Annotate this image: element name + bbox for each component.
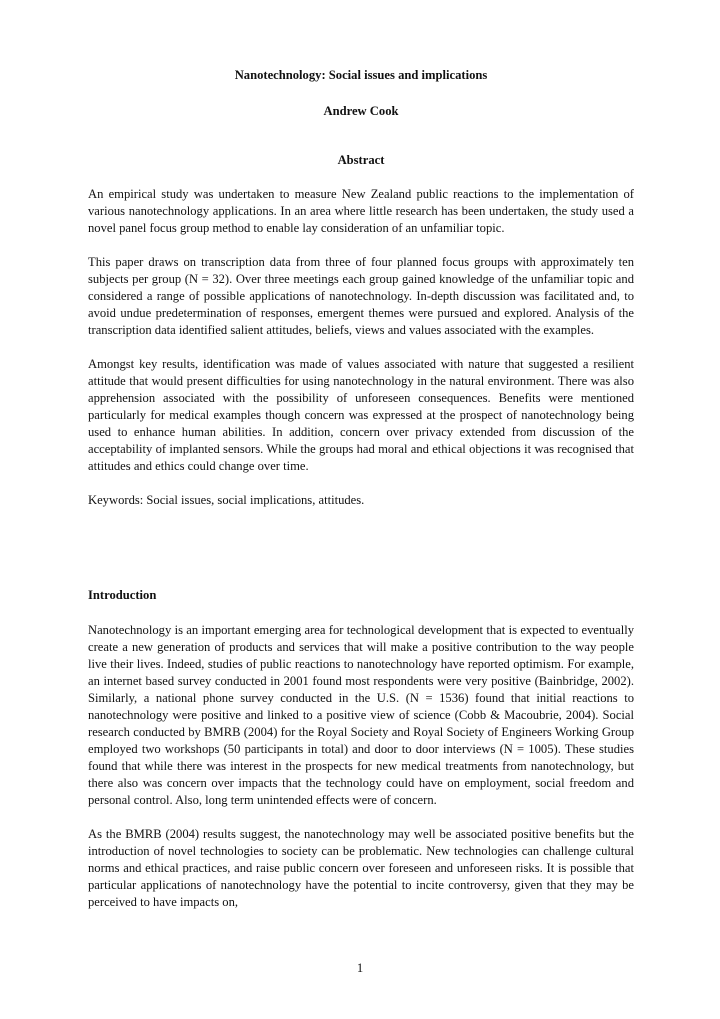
abstract-paragraph: This paper draws on transcription data from three of four planned focus groups with approximately ten subjects per group (N = 32). Over three meetings each group gained knowledge of the unfamiliar topic and considered a range of possible applications of nanotechnology. In-depth discussion was facilitated and, to avoid undue predetermination of responses, emergent themes were pursued and explored. Analysis of the transcription data identified salient attitudes, beliefs, views and values associated with the examples. [88,255,634,337]
abstract-section [88,186,634,526]
abstract-paragraph: An empirical study was undertaken to measure New Zealand public reactions to the implementation of various nanotechnology applications. In an area where little research has been undertaken, the study used a novel panel focus group method to enable lay consideration of an unfamiliar topic. [88,187,634,235]
abstract-paragraph: Amongst key results, identification was made of values associated with nature that suggested a resilient attitude that would present difficulties for using nanotechnology in the natural environment. There was also apprehension associated with the possibility of unforeseen consequences. Benefits were mentioned particularly for medical examples though concern was expressed at the prospect of nanotechnology being used to enhance human abilities. In addition, concern over privacy extended from discussion of the acceptability of implanted sensors. While the groups had moral and ethical objections it was recognised that attitudes and ethics could change over time. [88,357,634,473]
abstract-heading: Abstract [337,153,385,167]
keywords-line: Keywords: Social issues, social implications, attitudes. [88,493,365,507]
introduction-heading: Introduction [88,588,157,602]
introduction-paragraph: Nanotechnology is an important emerging area for technological development that is expected to eventually create a new generation of products and services that will make a positive contribution to the way people live their lives. Indeed, studies of public reactions to nanotechnology have reported optimism. For example, an internet based survey conducted in 2001 found most respondents were very positive (Bainbridge, 2002). Similarly, a national phone survey conducted in the U.S. (N = 1536) found that initial reactions to nanotechnology were positive and linked to a positive view of science (Cobb & Macoubrie, 2004). Social research conducted by BMRB (2004) for the Royal Society and Royal Society of Engineers Working Group employed two workshops (50 participants in total) and door to door interviews (N = 1005). These studies found that while there was interest in the prospects for new medical treatments from nanotechnology, but there also was concern over impacts that the technology could have on employment, social freedom and personal control. Also, long term unintended effects were of concern. [88,623,634,807]
page-number: 1 [356,961,364,975]
author-name: Andrew Cook [323,104,399,118]
introduction-section [88,622,634,928]
introduction-paragraph: As the BMRB (2004) results suggest, the nanotechnology may well be associated positive benefits but the introduction of novel technologies to society can be problematic. New technologies can challenge cultural norms and ethical practices, and raise public concern over foreseen and unforeseen risks. It is possible that particular applications of nanotechnology have the potential to incite controversy, given that they may be perceived to have impacts on, [88,827,634,909]
paper-title: Nanotechnology: Social issues and implications [234,68,488,82]
